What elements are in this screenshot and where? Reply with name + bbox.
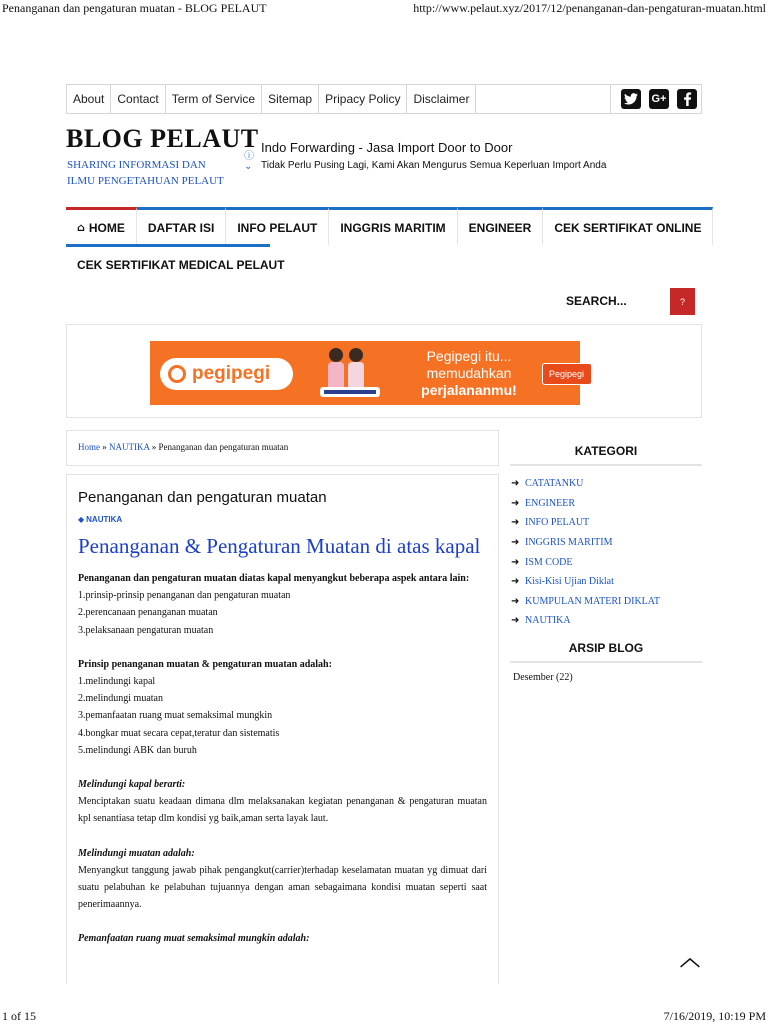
kategori-list (511, 474, 660, 631)
print-datetime: 7/16/2019, 10:19 PM (663, 1009, 766, 1023)
post-aspect: 3.pelaksanaan pengaturan muatan (78, 624, 214, 636)
post-principle: 3.pemanfaatan ruang muat semaksimal mungkin (78, 710, 273, 722)
print-footer (0, 1007, 768, 1024)
post-title: Penanganan dan pengaturan muatan (78, 489, 327, 506)
arrow-right-icon: ➜ (511, 615, 520, 627)
arrow-right-icon: ➜ (511, 517, 520, 529)
arsip-heading: ARSIP BLOG (510, 633, 702, 663)
search-button[interactable]: ? (670, 288, 695, 315)
post-principle: 1.melindungi kapal (78, 676, 156, 688)
facebook-icon[interactable] (677, 89, 697, 109)
post-paragraph (78, 570, 487, 639)
post-principle: 5.melindungi ABK dan buruh (78, 744, 197, 756)
kategori-link[interactable]: CATATANKU (525, 478, 584, 490)
post-body (78, 570, 487, 948)
list-item[interactable] (511, 611, 660, 631)
post-heading: Penanganan & Pengaturan Muatan di atas kapal (78, 534, 481, 558)
list-item[interactable] (511, 513, 660, 533)
ad-people-illustration (312, 345, 392, 401)
nav-link-privacy[interactable]: Pripacy Policy (319, 85, 407, 113)
post-label[interactable] (78, 515, 487, 524)
breadcrumb-current: Penanganan dan pengaturan muatan (158, 442, 289, 452)
post-paragraph (78, 845, 487, 914)
nav-link-sitemap[interactable]: Sitemap (262, 85, 319, 113)
ad-info-icon[interactable]: ⓘ ⌄ (244, 151, 254, 172)
site-tagline (67, 157, 257, 189)
list-item[interactable] (511, 572, 660, 592)
ad-banner[interactable] (150, 341, 585, 405)
ad-message (404, 345, 534, 403)
scroll-to-top-icon[interactable]: ︿ (680, 946, 700, 970)
print-header (0, 0, 768, 20)
site-tagline-line2: ILMU PENGETAHUAN PELAUT (67, 175, 224, 187)
nav-link-disclaimer[interactable]: Disclaimer (407, 85, 476, 113)
search-label[interactable]: SEARCH... (566, 294, 627, 308)
post-section-text: Menciptakan suatu keadaan dimana dlm melaksanakan kegiatan penanganan & pengaturan muatan kpl senantiasa tetap dlm kondisi yg baik,aman serta layak laut. (78, 796, 487, 825)
list-item[interactable] (511, 592, 660, 612)
site-title[interactable]: BLOG PELAUT (66, 124, 259, 153)
main-nav-cek-medical[interactable]: CEK SERTIFIKAT MEDICAL PELAUT (66, 244, 270, 282)
main-nav-engineer[interactable]: ENGINEER (458, 207, 544, 245)
ad-line-1: Pegipegi itu... (426, 348, 512, 364)
ad-line-2: memudahkan (426, 365, 512, 381)
social-links (610, 85, 701, 113)
top-nav-bar (66, 84, 702, 114)
arrow-right-icon: ➜ (511, 556, 520, 568)
text-ad-title[interactable]: Indo Forwarding - Jasa Import Door to Door (261, 140, 513, 155)
post-principle: 2.melindungi muatan (78, 693, 163, 705)
post-section-title: Melindungi muatan adalah: (78, 847, 195, 859)
post-paragraph (78, 930, 487, 947)
tag-icon: ◆ (78, 515, 85, 524)
list-item[interactable] (511, 494, 660, 514)
post-section-title: Melindungi kapal berarti: (78, 779, 186, 791)
kategori-link[interactable]: INGGRIS MARITIM (525, 537, 613, 549)
kategori-link[interactable]: ISM CODE (525, 556, 573, 568)
twitter-icon[interactable] (621, 89, 641, 109)
arrow-right-icon: ➜ (511, 595, 520, 607)
kategori-link[interactable]: ENGINEER (525, 497, 575, 509)
breadcrumb (66, 430, 499, 466)
location-pin-icon (168, 365, 186, 383)
post-article (66, 474, 499, 984)
post-principles-title: Prinsip penanganan muatan & pengaturan muatan adalah: (78, 658, 332, 670)
nav-link-terms[interactable]: Term of Service (166, 85, 262, 113)
breadcrumb-sep: » (151, 442, 157, 452)
breadcrumb-category[interactable]: NAUTIKA (109, 442, 150, 452)
post-aspect: 2.perencanaan penanganan muatan (78, 607, 218, 619)
arrow-right-icon: ➜ (511, 497, 520, 509)
kategori-link[interactable]: Kisi-Kisi Ujian Diklat (525, 576, 614, 588)
text-ad[interactable] (244, 140, 607, 180)
post-principle: 4.bongkar muat secara cepat,teratur dan sistematis (78, 727, 280, 739)
google-plus-icon[interactable]: G+ (649, 89, 669, 109)
post-label-text[interactable]: NAUTIKA (86, 515, 123, 524)
kategori-link[interactable]: NAUTIKA (525, 615, 571, 627)
list-item[interactable] (511, 474, 660, 494)
ad-cta-button[interactable]: Pegipegi (542, 363, 592, 385)
print-page-title: Penanganan dan pengaturan muatan - BLOG PELAUT (2, 1, 267, 15)
post-aspect: 1.prinsip-prinsip penanganan dan pengaturan muatan (78, 590, 291, 602)
post-paragraph (78, 776, 487, 828)
arrow-right-icon: ➜ (511, 537, 520, 549)
kategori-link[interactable]: INFO PELAUT (525, 517, 590, 529)
main-nav-daftar-isi[interactable]: DAFTAR ISI (137, 207, 226, 245)
print-page-number: 1 of 15 (2, 1009, 36, 1023)
print-url: http://www.pelaut.xyz/2017/12/penanganan-dan-pengaturan-muatan.html (413, 1, 766, 15)
post-section-title: Pemanfaatan ruang muat semaksimal mungkin adalah: (78, 933, 310, 945)
arrow-right-icon: ➜ (511, 576, 520, 588)
post-section-text: Menyangkut tanggung jawab pihak pengangkut(carrier)terhadap keselamatan muatan yg dimuat dari suatu pelabuhan ke pelabuhan tujuannya dengan aman sebagaimana kondisi muatan seperti saat penerimaannya. (78, 864, 487, 911)
main-nav-home[interactable] (66, 207, 137, 245)
kategori-heading: KATEGORI (510, 436, 702, 466)
main-nav-row-2 (66, 244, 652, 282)
nav-link-contact[interactable]: Contact (111, 85, 165, 113)
nav-spacer (476, 85, 610, 113)
list-item[interactable] (511, 552, 660, 572)
main-nav-row (66, 207, 702, 245)
breadcrumb-home[interactable]: Home (78, 442, 100, 452)
site-tagline-line1: SHARING INFORMASI DAN (67, 159, 206, 171)
list-item[interactable] (511, 533, 660, 553)
ad-line-3: perjalananmu! (421, 382, 517, 398)
main-nav-info-pelaut[interactable]: INFO PELAUT (226, 207, 329, 245)
main-nav (66, 207, 702, 282)
arsip-item[interactable]: Desember (22) (513, 672, 573, 683)
main-nav-home-label: HOME (88, 220, 125, 235)
ad-brand-text: pegipegi (192, 363, 271, 384)
home-icon: ⌂ (77, 221, 85, 234)
text-ad-subtitle: Tidak Perlu Pusing Lagi, Kami Akan Mengurus Semua Keperluan Import Anda (261, 160, 607, 171)
nav-link-about[interactable]: About (67, 85, 111, 113)
main-nav-cek-sertifikat[interactable]: CEK SERTIFIKAT ONLINE (543, 207, 713, 245)
breadcrumb-sep: » (102, 442, 107, 452)
main-nav-inggris-maritim[interactable]: INGGRIS MARITIM (329, 207, 457, 245)
arrow-right-icon: ➜ (511, 478, 520, 490)
kategori-link[interactable]: KUMPULAN MATERI DIKLAT (525, 595, 660, 607)
post-paragraph (78, 656, 487, 759)
ad-brand-logo (160, 358, 293, 390)
post-intro: Penanganan dan pengaturan muatan diatas kapal menyangkut beberapa aspek antara lain: (78, 573, 470, 584)
